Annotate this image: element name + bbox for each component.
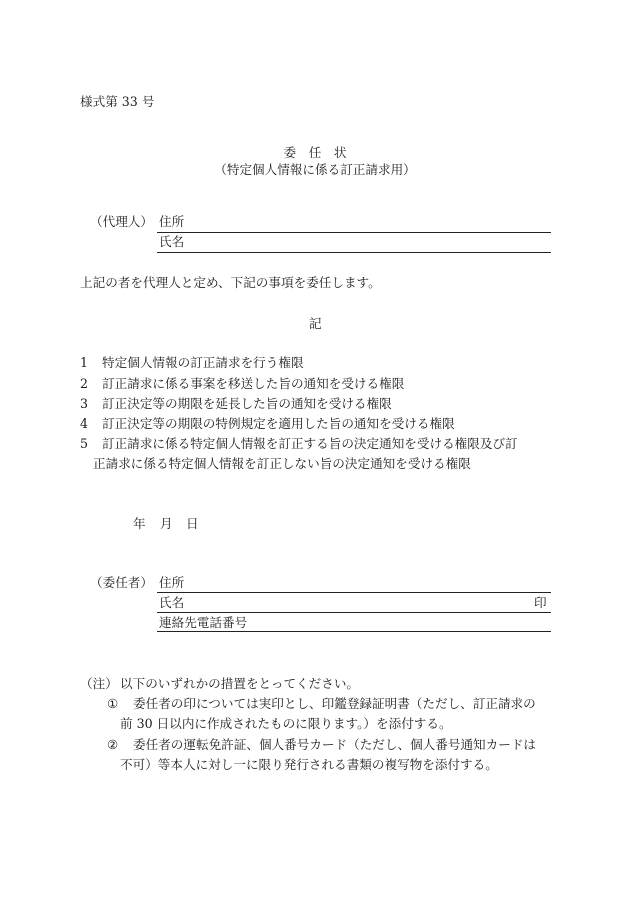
item-number: 2 xyxy=(80,376,89,391)
item-text: 訂正請求に係る事案を移送した旨の通知を受ける権限 xyxy=(102,376,405,391)
item-number: 4 xyxy=(80,416,89,431)
list-item xyxy=(80,357,304,370)
principal-address-label: 住所 xyxy=(159,575,185,590)
notes-label: （注） xyxy=(80,676,118,691)
ki-heading: 記 xyxy=(309,316,322,331)
list-item xyxy=(80,438,518,451)
item-text: 特定個人情報の訂正請求を行う権限 xyxy=(102,355,304,370)
list-item xyxy=(80,398,392,411)
date-month: 月 xyxy=(160,516,173,531)
item-text: 訂正請求に係る特定個人情報を訂正する旨の決定通知を受ける権限及び訂 xyxy=(102,436,518,451)
list-item xyxy=(80,418,455,431)
principal-phone-field[interactable] xyxy=(157,631,551,632)
principal-label: （委任者） xyxy=(90,575,153,590)
agent-name-label: 氏名 xyxy=(159,234,185,249)
note-text: 委任者の印については実印とし、印鑑登録証明書（ただし、訂正請求の xyxy=(133,696,536,711)
notes-intro: 以下のいずれかの措置をとってください。 xyxy=(120,676,360,691)
item-number: 1 xyxy=(80,355,89,370)
item-text: 訂正決定等の期限の特例規定を適用した旨の通知を受ける権限 xyxy=(102,416,455,431)
seal-mark: 印 xyxy=(534,595,547,610)
date-day: 日 xyxy=(186,516,199,531)
principal-name-label: 氏名 xyxy=(159,595,185,610)
item-number: 3 xyxy=(80,396,89,411)
agent-name-field[interactable] xyxy=(157,252,551,253)
note-text: 委任者の運転免許証、個人番号カード（ただし、個人番号通知カードは xyxy=(133,737,536,752)
principal-name-field[interactable] xyxy=(157,612,551,613)
note-text-continuation: 不可）等本人に対し一に限り発行される書類の複写物を添付する。 xyxy=(120,757,498,772)
agent-address-field[interactable] xyxy=(157,232,551,233)
agent-address-label: 住所 xyxy=(159,214,185,229)
principal-address-field[interactable] xyxy=(157,592,551,593)
item-text: 訂正決定等の期限を延長した旨の通知を受ける権限 xyxy=(102,396,392,411)
item-text-continuation: 正請求に係る特定個人情報を訂正しない旨の決定通知を受ける権限 xyxy=(93,456,471,471)
document-subtitle: （特定個人情報に係る訂正請求用） xyxy=(214,162,416,177)
note-text-continuation: 前 30 日以内に作成されたものに限ります。）を添付する。 xyxy=(120,716,452,731)
form-number: 様式第 33 号 xyxy=(80,94,155,109)
item-number: 5 xyxy=(80,436,89,451)
note-number: ① xyxy=(107,696,119,711)
document-title: 委 任 状 xyxy=(283,145,347,160)
agent-label: （代理人） xyxy=(90,214,153,229)
date-year: 年 xyxy=(133,516,146,531)
list-item xyxy=(80,378,404,391)
delegation-statement: 上記の者を代理人と定め、下記の事項を委任します。 xyxy=(80,275,381,290)
note-number: ② xyxy=(107,737,119,752)
principal-phone-label: 連絡先電話番号 xyxy=(159,615,248,630)
